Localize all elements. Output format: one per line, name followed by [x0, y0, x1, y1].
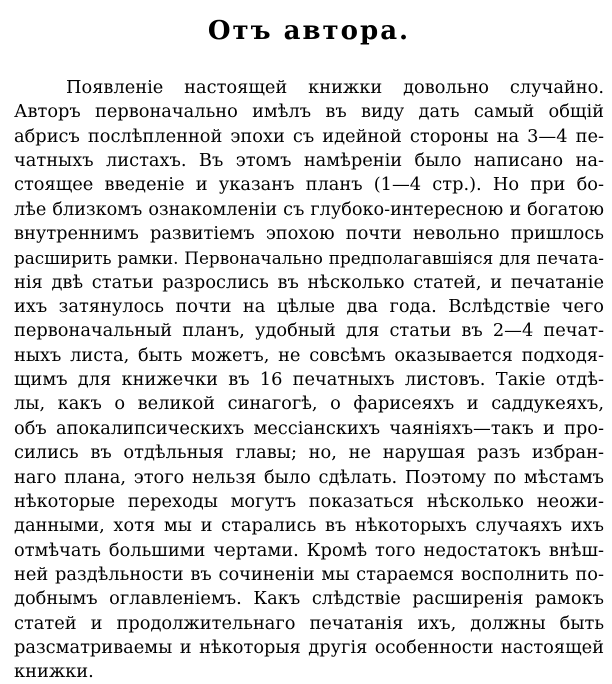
paragraph-line: первоначальный планъ, удобный для статьи въ 2—4 печат-: [14, 320, 604, 342]
paragraph-line: абрисъ послѣпленной эпохи съ идейной стороны на 3—4 пе-: [14, 125, 604, 147]
paragraph-line: книжки.: [14, 661, 94, 683]
paragraph-line: разсматриваемы и нѣкоторыя другія особенности настоящей: [14, 636, 604, 658]
paragraph-line: нѣкоторые переходы могутъ показаться нѣсколько неожи-: [14, 490, 604, 512]
paragraph-line: Авторъ первоначально имѣлъ въ виду дать самый общій: [14, 101, 604, 123]
paragraph-line: данными, хотя мы и старались въ нѣкоторыхъ случаяхъ ихъ: [14, 515, 604, 537]
paragraph-line: внутреннимъ развитіемъ эпохою почти невольно пришлось: [14, 223, 604, 245]
paragraph-line: статей и продолжительнаго печатанія ихъ, должны быть: [14, 612, 604, 634]
paragraph-line: объ апокалипсическихъ мессіанскихъ чаяніяхъ—такъ и про-: [14, 417, 604, 439]
paragraph-line: расширить рамки. Первоначально предполагавшіяся для печата-: [14, 248, 604, 269]
paragraph-line: ней раздѣльности въ сочиненіи мы стараемся восполнить по-: [14, 563, 604, 585]
paragraph-line: стоящее введеніе и указанъ планъ (1—4 стр.). Но при бо-: [14, 174, 604, 196]
paragraph-line: наго плана, этого нельзя было сдѣлать. Поэтому по мѣстамъ: [14, 466, 604, 488]
paragraph-line: сились въ отдѣльныя главы; но, не нарушая разъ избран-: [14, 442, 604, 464]
paragraph-line: отмѣчать большими чертами. Кромѣ того недостатокъ внѣш-: [14, 539, 604, 561]
paragraph-line: лѣе близкомъ ознакомленіи съ глубоко-интересною и богатою: [14, 199, 604, 220]
paragraph-line: лы, какъ о великой синагогѣ, о фарисеяхъ и саддукеяхъ,: [14, 393, 604, 415]
page-title: Отъ автора.: [207, 16, 411, 46]
paragraph-line: щимъ для книжечки въ 16 печатныхъ листовъ. Такіе отдѣ-: [14, 369, 604, 391]
paragraph-line: ныхъ листа, быть можетъ, не совсѣмъ оказывается подходя-: [14, 344, 604, 366]
paragraph-line: ихъ затянулось почти на цѣлые два года. Вслѣдствіе чего: [14, 296, 604, 318]
paragraph-line: добнымъ оглавленіемъ. Какъ слѣдствіе расширенія рамокъ: [14, 588, 604, 610]
paragraph-line: Появленіе настоящей книжки довольно случайно.: [66, 77, 604, 98]
paragraph-line: нія двѣ статьи разрослись въ нѣсколько статей, и печатаніе: [14, 271, 604, 293]
paragraph-line: чатныхъ листахъ. Въ этомъ намѣреніи было написано на-: [14, 150, 604, 172]
preface-paragraph: [14, 76, 604, 684]
